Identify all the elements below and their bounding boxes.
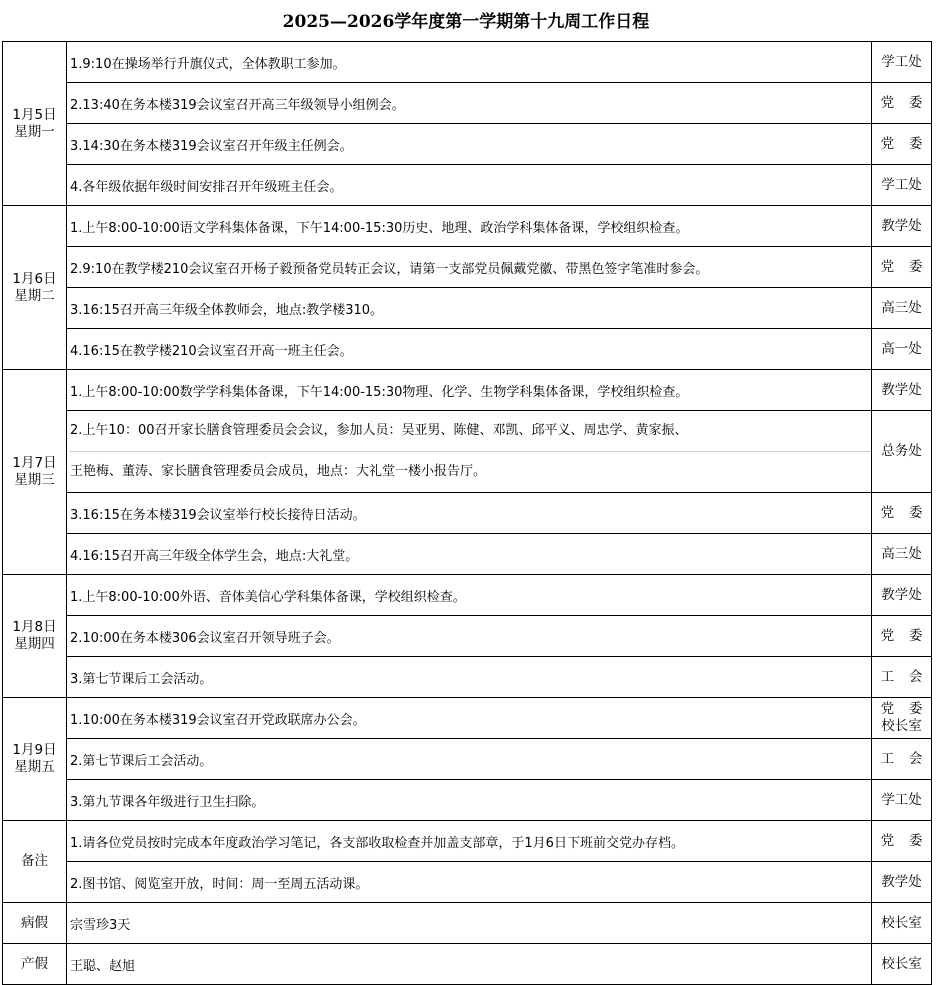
schedule-item-multiline [67, 411, 872, 493]
dept-label: 党委 [880, 504, 937, 521]
schedule-title: 2025—2026学年度第一学期第十九周工作日程 [282, 12, 650, 32]
day-weekday: 星期四 [14, 636, 55, 652]
table-row [3, 370, 932, 411]
table-row [3, 657, 932, 698]
schedule-item: 3.16:15召开高三年级全体教师会，地点:教学楼310。 [67, 288, 872, 329]
day-date: 1月9日 [12, 742, 57, 758]
schedule-item-line: 2.上午10：00召开家长膳食管理委员会会议，参加人员：吴亚男、陈健、邓凯、邱平义、周忠学、黄家振、 [70, 423, 688, 438]
sick-leave-names: 宗雪珍3天 [67, 903, 872, 944]
dept-cell [872, 616, 937, 657]
dept-cell [872, 124, 937, 165]
maternity-leave-label: 产假 [3, 944, 67, 985]
day-date: 1月6日 [12, 270, 57, 287]
schedule-item: 1.9:10在操场举行升旗仪式，全体教职工参加。 [67, 42, 872, 83]
table-row [3, 739, 932, 780]
dept-cell: 校长室 [872, 944, 932, 985]
schedule-item: 3.第七节课后工会活动。 [67, 657, 872, 698]
dept-cell [872, 247, 937, 288]
schedule-item: 2.第七节课后工会活动。 [67, 739, 872, 780]
dept-cell: 学工处 [872, 42, 932, 83]
schedule-item: 1.上午8:00-10:00数学学科集体备课，下午14:00-15:30物理、化学、生物学科集体备课，学校组织检查。 [67, 370, 872, 411]
table-row [3, 247, 932, 288]
table-row [3, 575, 932, 616]
dept-cell: 总务处 [872, 411, 932, 493]
schedule-item: 1.上午8:00-10:00外语、音体美信心学科集体备课，学校组织检查。 [67, 575, 872, 616]
sick-leave-label: 病假 [3, 903, 67, 944]
table-row [3, 206, 932, 247]
maternity-leave-names: 王聪、赵旭 [67, 944, 872, 985]
schedule-item: 3.14:30在务本楼319会议室召开年级主任例会。 [67, 124, 872, 165]
day-cell-friday [3, 698, 67, 821]
dept-label: 党委 [880, 258, 937, 275]
table-row [3, 411, 932, 493]
dept-label: 党委 [880, 135, 937, 152]
day-date: 1月7日 [12, 455, 57, 471]
table-row [3, 165, 932, 206]
dept-cell: 高三处 [872, 288, 932, 329]
day-weekday: 星期三 [14, 472, 55, 488]
table-row [3, 944, 932, 985]
dept-label: 党委 [880, 832, 937, 849]
table-row [3, 124, 932, 165]
day-weekday: 星期五 [14, 759, 55, 775]
schedule-item: 3.第九节课各年级进行卫生扫除。 [67, 780, 872, 821]
schedule-item: 2.13:40在务本楼319会议室召开高三年级领导小组例会。 [67, 83, 872, 124]
schedule-item: 1.10:00在务本楼319会议室召开党政联席办公会。 [67, 698, 872, 739]
dept-label: 工会 [880, 668, 937, 685]
schedule-item: 2.10:00在务本楼306会议室召开领导班子会。 [67, 616, 872, 657]
note-item: 2.图书馆、阅览室开放，时间：周一至周五活动课。 [67, 862, 872, 903]
dept-cell: 教学处 [872, 862, 932, 903]
table-row [3, 329, 932, 370]
schedule-item: 4.各年级依据年级时间安排召开年级班主任会。 [67, 165, 872, 206]
dept-cell: 学工处 [872, 165, 932, 206]
day-cell-thursday [3, 575, 67, 698]
table-row [3, 616, 932, 657]
table-row [3, 83, 932, 124]
table-row [3, 698, 932, 739]
table-row [3, 780, 932, 821]
dept-cell: 高三处 [872, 534, 932, 575]
note-item: 1.请各位党员按时完成本年度政治学习笔记，各支部收取检查并加盖支部章，于1月6日下班前交党办存档。 [67, 821, 872, 862]
table-row [3, 288, 932, 329]
dept-label: 工会 [880, 750, 937, 767]
dept-cell: 高一处 [872, 329, 932, 370]
day-weekday: 星期二 [14, 287, 55, 304]
dept-cell: 教学处 [872, 206, 932, 247]
schedule-item-line: 王艳梅、董涛、家长膳食管理委员会成员，地点：大礼堂一楼小报告厅。 [70, 451, 871, 492]
notes-label: 备注 [3, 821, 67, 903]
dept-cell [872, 698, 937, 739]
schedule-item: 3.16:15在务本楼319会议室举行校长接待日活动。 [67, 493, 872, 534]
table-row [3, 903, 932, 944]
dept-cell: 教学处 [872, 370, 932, 411]
day-date: 1月8日 [12, 619, 57, 635]
dept-label: 党委 [880, 701, 937, 717]
dept-label: 党委 [880, 94, 937, 111]
table-row [3, 534, 932, 575]
dept-cell [872, 821, 937, 862]
day-cell-tuesday [3, 206, 67, 370]
day-weekday: 星期一 [14, 123, 55, 140]
dept-cell [872, 493, 937, 534]
schedule-item: 4.16:15召开高三年级全体学生会，地点:大礼堂。 [67, 534, 872, 575]
day-date: 1月5日 [12, 106, 57, 123]
table-row [3, 862, 932, 903]
day-cell-monday [3, 42, 67, 206]
dept-label: 校长室 [881, 718, 922, 734]
dept-label: 党委 [880, 627, 937, 644]
dept-cell: 教学处 [872, 575, 932, 616]
dept-cell [872, 657, 937, 698]
table-row [3, 821, 932, 862]
day-cell-wednesday [3, 370, 67, 575]
table-row [3, 42, 932, 83]
schedule-item: 1.上午8:00-10:00语文学科集体备课，下午14:00-15:30历史、地理、政治学科集体备课，学校组织检查。 [67, 206, 872, 247]
dept-cell [872, 739, 937, 780]
dept-cell: 学工处 [872, 780, 932, 821]
dept-cell: 校长室 [872, 903, 932, 944]
schedule-item: 2.9:10在教学楼210会议室召开杨子毅预备党员转正会议，请第一支部党员佩戴党徽、带黑色签字笔准时参会。 [67, 247, 872, 288]
schedule-table [2, 41, 937, 985]
table-row [3, 493, 932, 534]
schedule-item: 4.16:15在教学楼210会议室召开高一班主任会。 [67, 329, 872, 370]
dept-cell [872, 83, 937, 124]
